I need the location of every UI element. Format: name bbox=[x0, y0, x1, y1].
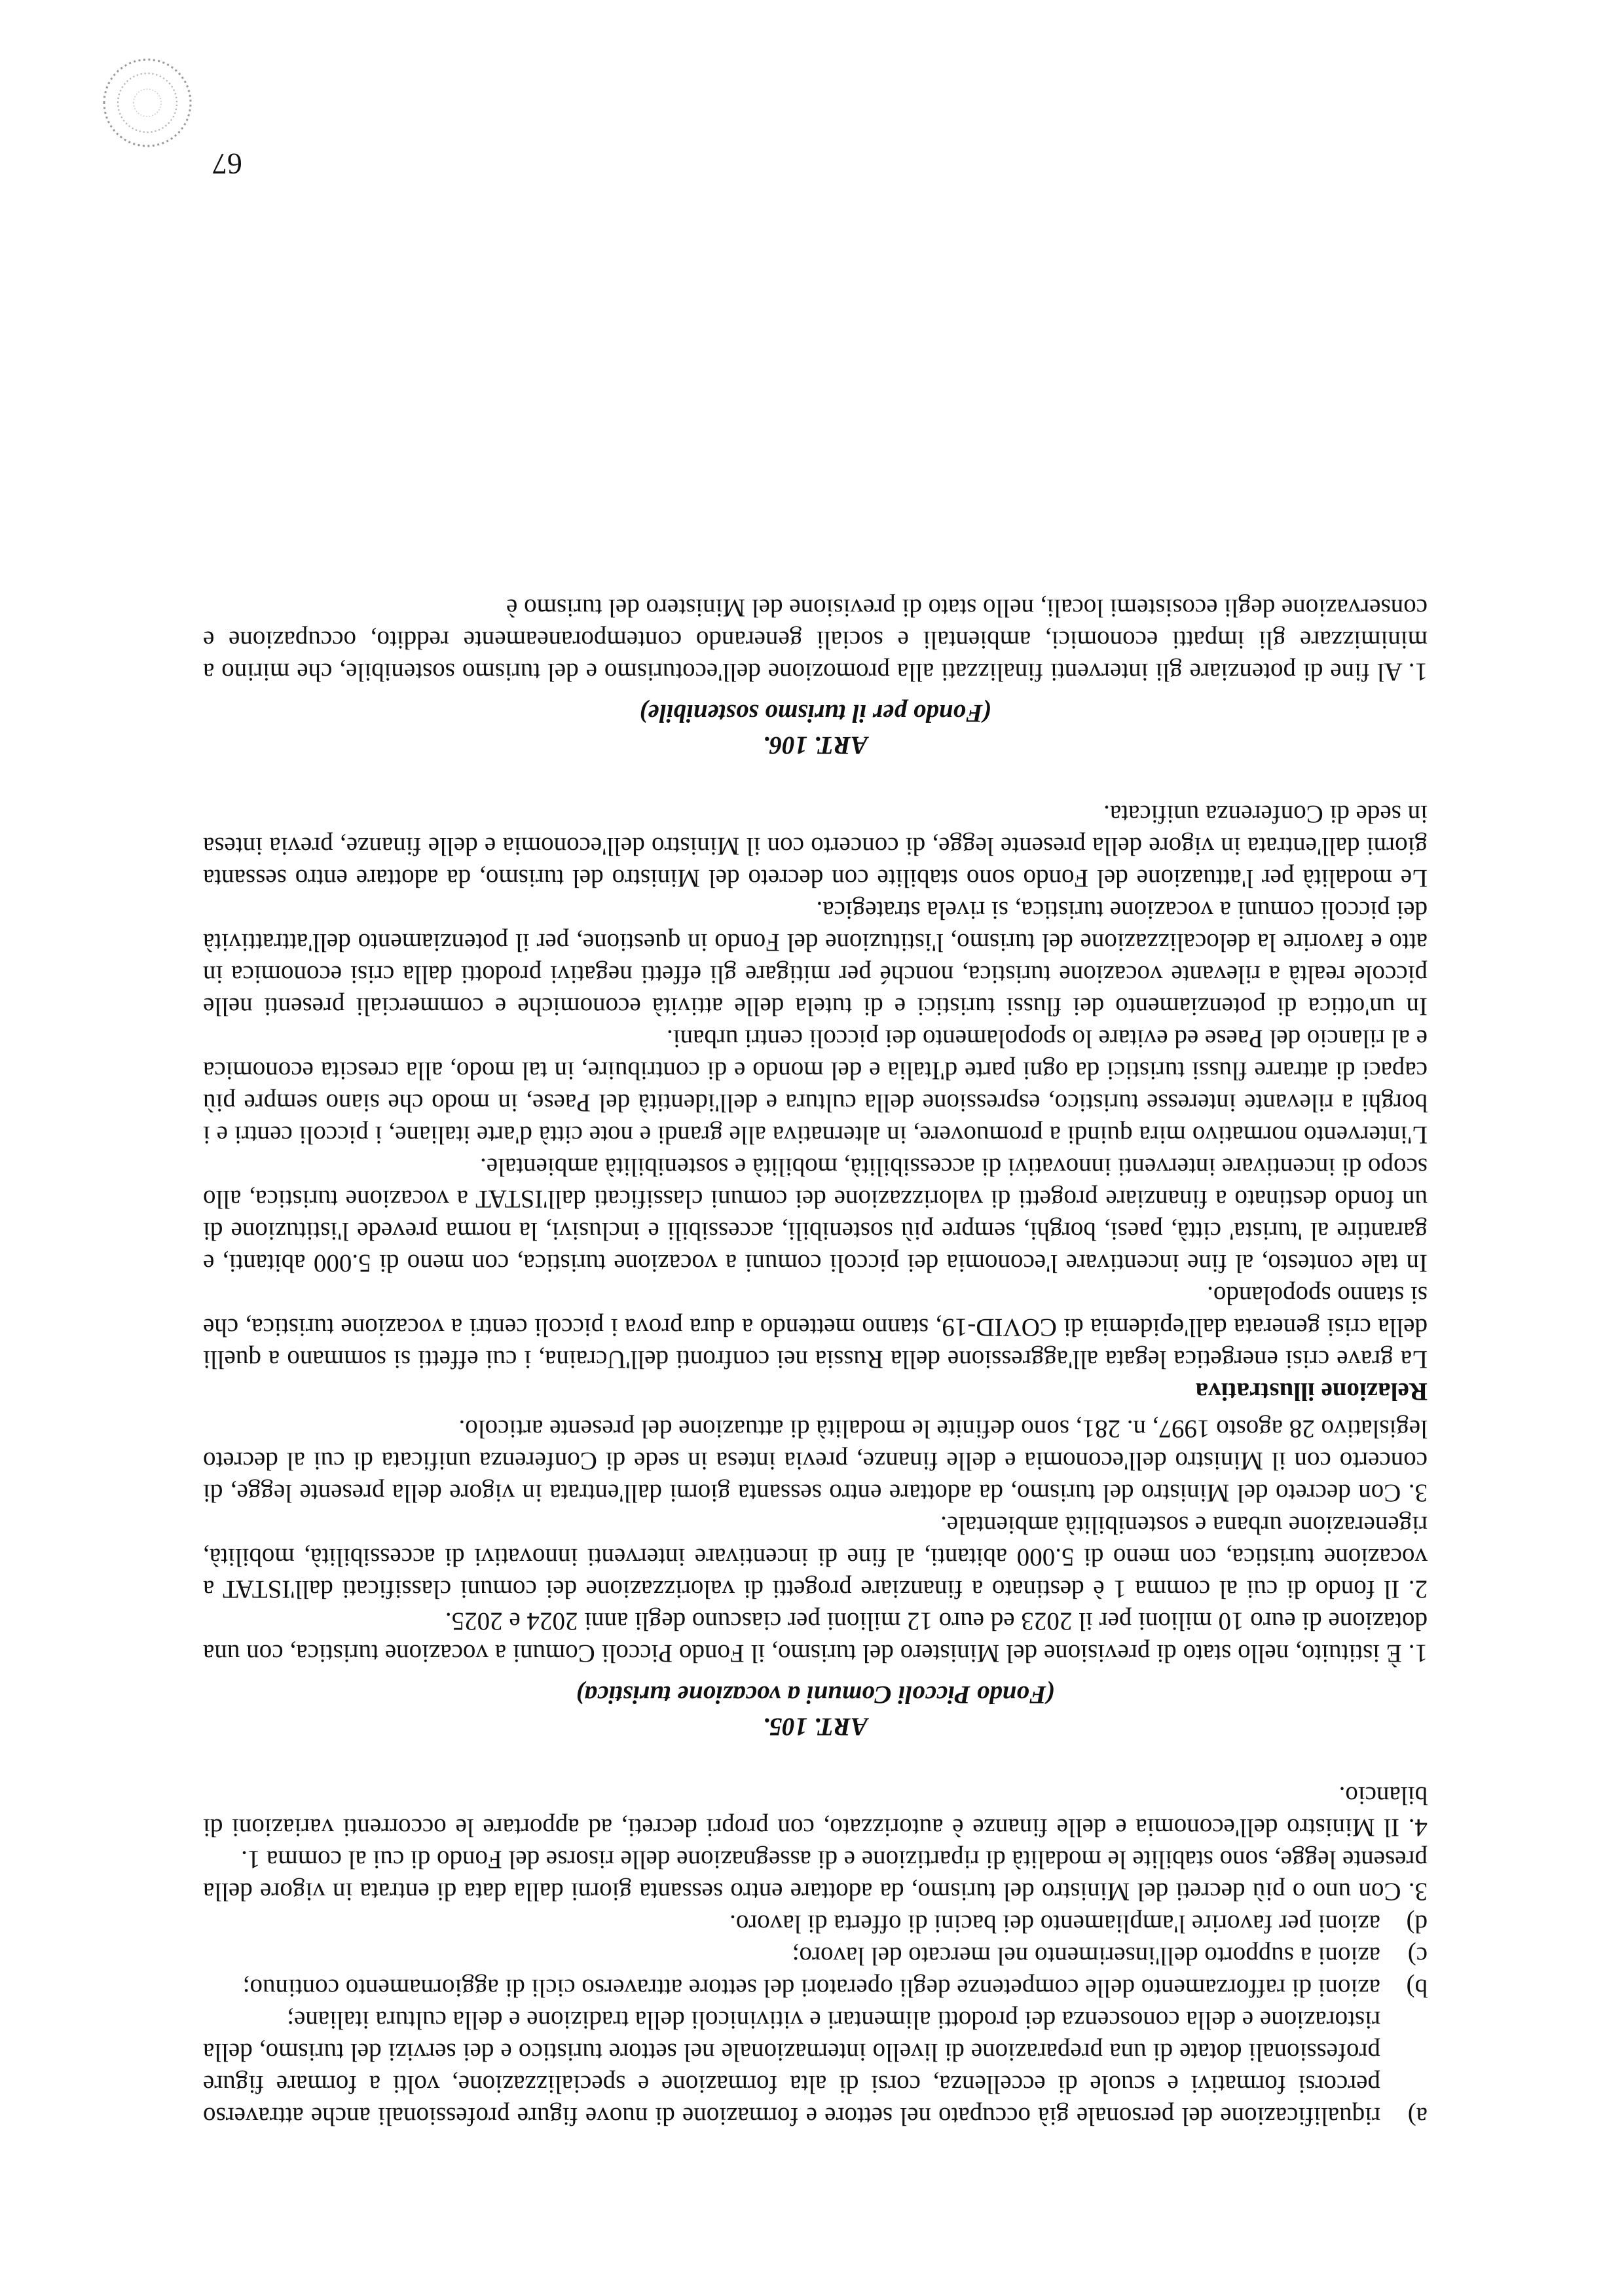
relazione-paragraph: L'intervento normativo mira quindi a promuovere, in alternativa alle grandi e note città d'arte italiane, i piccoli centri e i borghi a rilevante interesse turistico, espressione della cultura e dell'identità del Paese, in modo che siano sempre più capaci di attrarre flussi turistici da ogni parte d'Italia e del mondo e di contribuire, in tal modo, alla crescita economica e al rilancio del Paese ed evitare lo spopolamento dei piccoli centri urbani. bbox=[203, 1025, 1428, 1149]
list-item-label: b) bbox=[1406, 1974, 1428, 2002]
list-item-label: c) bbox=[1407, 1942, 1428, 1970]
art106-subtitle: (Fondo per il turismo sostenibile) bbox=[639, 699, 991, 727]
list-item-label: a) bbox=[1407, 2102, 1428, 2130]
art105-comma-2: 2. Il fondo di cui al comma 1 è destinato a finanziare progetti di valorizzazione dei comuni classificati dall'ISTAT a vocazione turistica, con meno di 5.000 abitanti, al fine di incentivare interventi innovativi di accessibilità, mobilità, rigenerazione urbana e sostenibilità ambientale. bbox=[203, 1511, 1428, 1603]
art105-subtitle: (Fondo Piccoli Comuni a vocazione turistica) bbox=[576, 1681, 1055, 1709]
art105-comma-1: 1. È istituito, nello stato di previsione del Ministero del turismo, il Fondo Piccoli Comuni a vocazione turistica, con una dotazione di euro 10 milioni per il 2023 ed euro 12 milioni per ciascuno degli anni 2024 e 2025. bbox=[203, 1607, 1428, 1667]
list-item-label: d) bbox=[1406, 1910, 1428, 1938]
relazione-paragraph: La grave crisi energetica legata all'aggressione della Russia nei confronti dell'Ucraina, i cui effetti si sommano a quelli della crisi generata dall'epidemia di COVID-19, stanno mettendo a dura prova i piccoli centri a vocazione turistica, che si stanno spopolando. bbox=[203, 1281, 1428, 1374]
art106-comma-1: 1. Al fine di potenziare gli interventi finalizzati alla promozione dell'ecoturismo e del turismo sostenibile, che mirino a minimizzare gli impatti economici, ambientali e sociali generando contemporaneamente reddito, occupazione e conservazione degli ecosistemi locali, nello stato di previsione del Ministero del turismo è bbox=[203, 594, 1428, 686]
list-item bbox=[203, 1940, 1428, 1972]
relazione-heading: Relazione illustrativa bbox=[1195, 1377, 1428, 1406]
list-item-text: azioni di rafforzamento delle competenze degli operatori del settore attraverso cicli di aggiornamento continuo; bbox=[242, 1974, 1380, 2002]
relazione-paragraph: Le modalità per l'attuazione del Fondo sono stabilite con decreto del Ministro del turismo, da adottare entro sessanta giorni dall'entrata in vigore della presente legge, di concerto con il Ministro dell'economia e delle finanze, previa intesa in sede di Conferenza unificata. bbox=[203, 800, 1428, 892]
list-item-text: azioni per favorire l'ampliamento dei bacini di offerta di lavoro. bbox=[729, 1910, 1380, 1938]
list-item bbox=[203, 1972, 1428, 2004]
art105-title: ART. 105. bbox=[762, 1713, 868, 1741]
list-item bbox=[203, 2004, 1428, 2132]
list-item-text: azioni a supporto dell'inserimento nel mercato del lavoro; bbox=[792, 1942, 1380, 1970]
art106-title: ART. 106. bbox=[762, 731, 868, 759]
art104-comma-4: 4. Il Ministro dell'economia e delle finanze è autorizzato, con propri decreti, ad apportare le occorrenti variazioni di bilancio. bbox=[203, 1781, 1428, 1842]
relazione-paragraph: In tale contesto, al fine incentivare l'economia dei piccoli comuni a vocazione turistica, con meno di 5.000 abitanti, e garantire al 'turista' città, paesi, borghi, sempre più sostenibili, accessibili e inclusivi, la norma prevede l'istituzione di un fondo destinato a finanziare progetti di valorizzazione dei comuni classificati dall'ISTAT a vocazione turistica, allo scopo di incentivare interventi innovativi di accessibilità, mobilità e sostenibilità ambientale. bbox=[203, 1153, 1428, 1277]
relazione-paragraph: In un'ottica di potenziamento dei flussi turistici e di tutela delle attività economiche e commerciali presenti nelle piccole realtà a rilevante vocazione turistica, nonché per mitigare gli effetti negativi prodotti dalla crisi economica in atto e favorire la delocalizzazione del turismo, l'istituzione del Fondo in questione, per il potenziamento dell'attrattività dei piccoli comuni a vocazione turistica, si rivela strategica. bbox=[203, 896, 1428, 1021]
official-seal-icon bbox=[98, 54, 196, 152]
document-body bbox=[203, 592, 1428, 2132]
page-number: 67 bbox=[212, 147, 242, 181]
art105-comma-3: 3. Con decreto del Ministro del turismo, da adottare entro sessanta giorni dall'entrata in vigore della presente legge, di concerto con il Ministro dell'economia e delle finanze, previa intesa in sede di Conferenza unificata di cui al decreto legislativo 28 agosto 1997, n. 281, sono definite le modalità di attuazione del presente articolo. bbox=[203, 1415, 1428, 1507]
list-item-text: riqualificazione del personale già occupato nel settore e formazione di nuove figure professionali anche attraverso percorsi formativi e scuole di eccellenza, corsi di alta formazione e specializzazione, volti a formare figure professionali dotate di una preparazione di livello internazionale nel settore turistico e dei servizi del turismo, della ristorazione e della conoscenza dei prodotti alimentari e vitivinicoli della tradizione e della cultura italiane; bbox=[203, 2006, 1380, 2130]
art104-comma-3: 3. Con uno o più decreti del Ministro del turismo, da adottare entro sessanta giorni dalla data di entrata in vigore della presente legge, sono stabilite le modalità di ripartizione e di assegnazione delle risorse del Fondo di cui al comma 1. bbox=[203, 1846, 1428, 1906]
list-item bbox=[203, 1908, 1428, 1940]
